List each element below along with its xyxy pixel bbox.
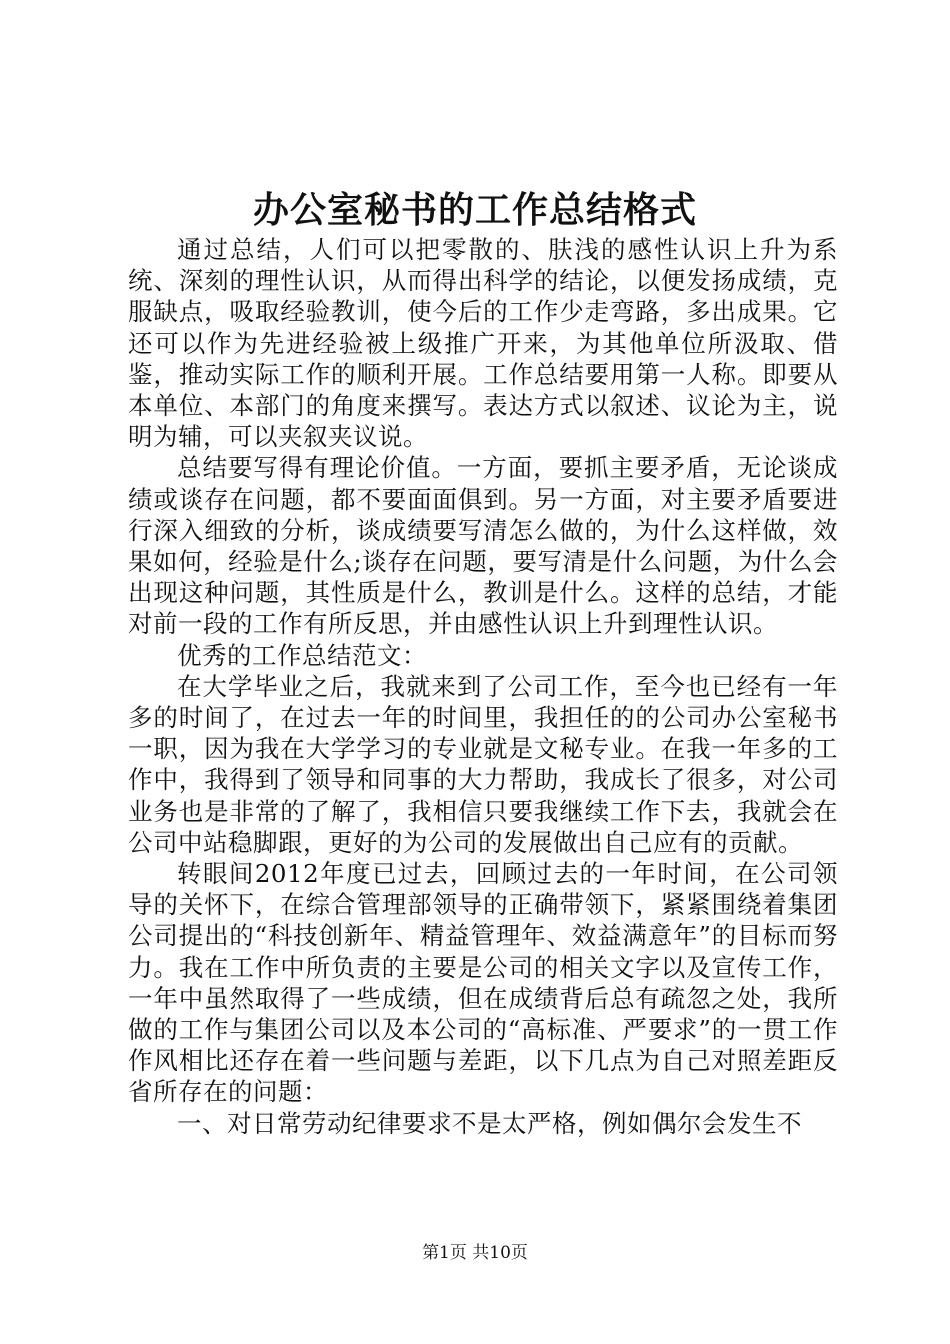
paragraph: 转眼间2012年度已过去，回顾过去的一年时间，在公司领导的关怀下，在综合管理部领导的正确带领下，紧紧围绕着集团公司提出的“科技创新年、精益管理年、效益满意年”的目标而努力。我在工作中所负责的主要是公司的相关文字以及宣传工作，一年中虽然取得了一些成绩，但在成绩背后总有疏忽之处，我所做的工作与集团公司以及本公司的“高标准、严要求”的一贯工作作风相比还存在着一些问题与差距，以下几点为自己对照差距反省所存在的问题： [128,859,838,1107]
paragraph: 在大学毕业之后，我就来到了公司工作，至今也已经有一年多的时间了，在过去一年的时间里，我担任的的公司办公室秘书一职，因为我在大学学习的专业就是文秘专业。在我一年多的工作中，我得到了领导和同事的大力帮助，我成长了很多，对公司业务也是非常的了解了，我相信只要我继续工作下去，我就会在公司中站稳脚跟，更好的为公司的发展做出自己应有的贡献。 [128,671,838,857]
page-number-footer: 第1页 共10页 [422,1243,528,1263]
paragraph: 通过总结，人们可以把零散的、肤浅的感性认识上升为系统、深刻的理性认识，从而得出科学的结论，以便发扬成绩，克服缺点，吸取经验教训，使今后的工作少走弯路，多出成果。它还可以作为先进经验被上级推广开来，为其他单位所汲取、借鉴，推动实际工作的顺利开展。工作总结要用第一人称。即要从本单位、本部门的角度来撰写。表达方式以叙述、议论为主，说明为辅，可以夹叙夹议说。 [128,235,838,452]
document-title: 办公室秘书的工作总结格式 [252,189,697,231]
paragraph: 优秀的工作总结范文： [177,640,427,670]
paragraph: 一、对日常劳动纪律要求不是太严格，例如偶尔会发生不 [177,1108,802,1138]
document-body [128,234,838,1139]
paragraph: 总结要写得有理论价值。一方面，要抓主要矛盾，无论谈成绩或谈存在问题，都不要面面俱到。另一方面，对主要矛盾要进行深入细致的分析，谈成绩要写清怎么做的，为什么这样做，效果如何，经验是什么;谈存在问题，要写清是什么问题，为什么会出现这种问题，其性质是什么，教训是什么。这样的总结，才能对前一段的工作有所反思，并由感性认识上升到理性认识。 [128,453,838,639]
